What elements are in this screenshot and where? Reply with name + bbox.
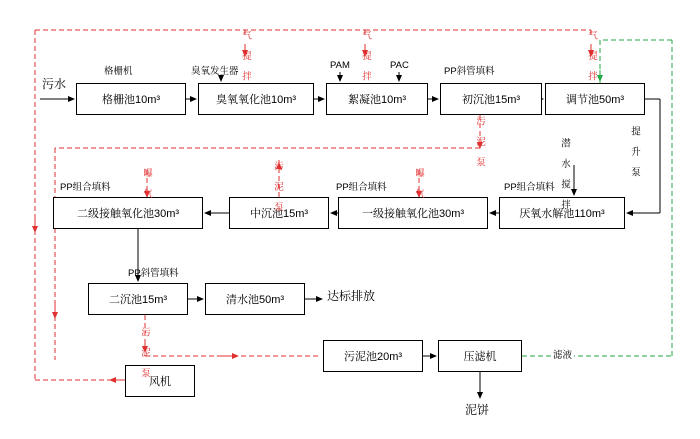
label-aeration-2: 曝 气	[141, 168, 152, 198]
box-label: 风机	[149, 376, 171, 388]
box-ozone-oxidation-tank[interactable]	[198, 83, 314, 115]
box-label: 二沉池15m³	[108, 294, 168, 306]
box-label: 初沉池15m³	[461, 94, 521, 106]
box-label: 臭氧氧化池10m³	[215, 94, 297, 106]
box-label: 压滤机	[463, 351, 497, 363]
label-sludge-cake: 泥饼	[465, 403, 490, 417]
box-primary-sedimentation-tank[interactable]	[440, 83, 542, 115]
label-inlet-wastewater: 污水	[42, 77, 67, 91]
box-label: 絮凝池10m³	[347, 94, 407, 106]
label-pp-combined-media-1: PP组合填料	[504, 182, 555, 193]
label-grid-machine: 格栅机	[104, 66, 133, 77]
box-grid-tank[interactable]	[76, 83, 186, 115]
box-contact-oxidation-tank-2[interactable]	[53, 197, 203, 229]
box-sludge-tank[interactable]	[323, 340, 423, 372]
box-label: 中沉池15m³	[249, 208, 309, 220]
label-filtrate: 滤液	[553, 350, 573, 361]
label-pp-combined-media-2: PP组合填料	[336, 182, 387, 193]
box-blower[interactable]	[125, 365, 195, 397]
box-label: 一级接触氧化池30m³	[361, 208, 465, 220]
box-label: 调节池50m³	[565, 94, 625, 106]
box-clean-water-tank[interactable]	[205, 283, 305, 315]
box-flocculation-tank[interactable]	[326, 83, 428, 115]
label-air-stirring-1: 气 提 拌	[240, 30, 251, 81]
label-aeration-1: 曝 气	[413, 168, 424, 198]
label-sludge-pump-3: 污 泥 泵	[139, 327, 150, 378]
label-pac-dosing: PAC	[390, 60, 409, 71]
label-submersible-mixer: 潜 水 搅 拌	[559, 138, 570, 209]
box-adjusting-tank[interactable]	[545, 83, 645, 115]
box-label: 二级接触氧化池30m³	[76, 208, 180, 220]
box-label: 清水池50m³	[225, 294, 285, 306]
box-label: 格栅池10m³	[101, 94, 161, 106]
label-air-stirring-2: 气 提 拌	[360, 30, 371, 81]
label-pam-dosing: PAM	[330, 60, 350, 71]
label-sludge-pump-1: 污 泥 泵	[474, 116, 485, 167]
label-air-stirring-3: 气 提 拌	[586, 30, 597, 81]
box-label: 厌氧水解池110m³	[519, 208, 605, 220]
label-pp-inclined-tube-media-1: PP斜管填料	[444, 66, 495, 77]
label-ozone-generator: 臭氧发生器	[191, 66, 239, 77]
box-label: 污泥池20m³	[343, 351, 403, 363]
box-secondary-sedimentation-tank[interactable]	[88, 283, 188, 315]
box-filter-press[interactable]	[438, 340, 522, 372]
label-compliant-discharge: 达标排放	[327, 289, 376, 303]
box-contact-oxidation-tank-1[interactable]	[338, 197, 488, 229]
label-pp-combined-media-3: PP组合填料	[60, 182, 111, 193]
label-sludge-pump-2: 污 泥 泵	[272, 161, 283, 212]
label-pp-inclined-tube-media-2: PP斜管填料	[128, 268, 179, 279]
label-lift-pump: 提 升 泵	[629, 126, 640, 177]
